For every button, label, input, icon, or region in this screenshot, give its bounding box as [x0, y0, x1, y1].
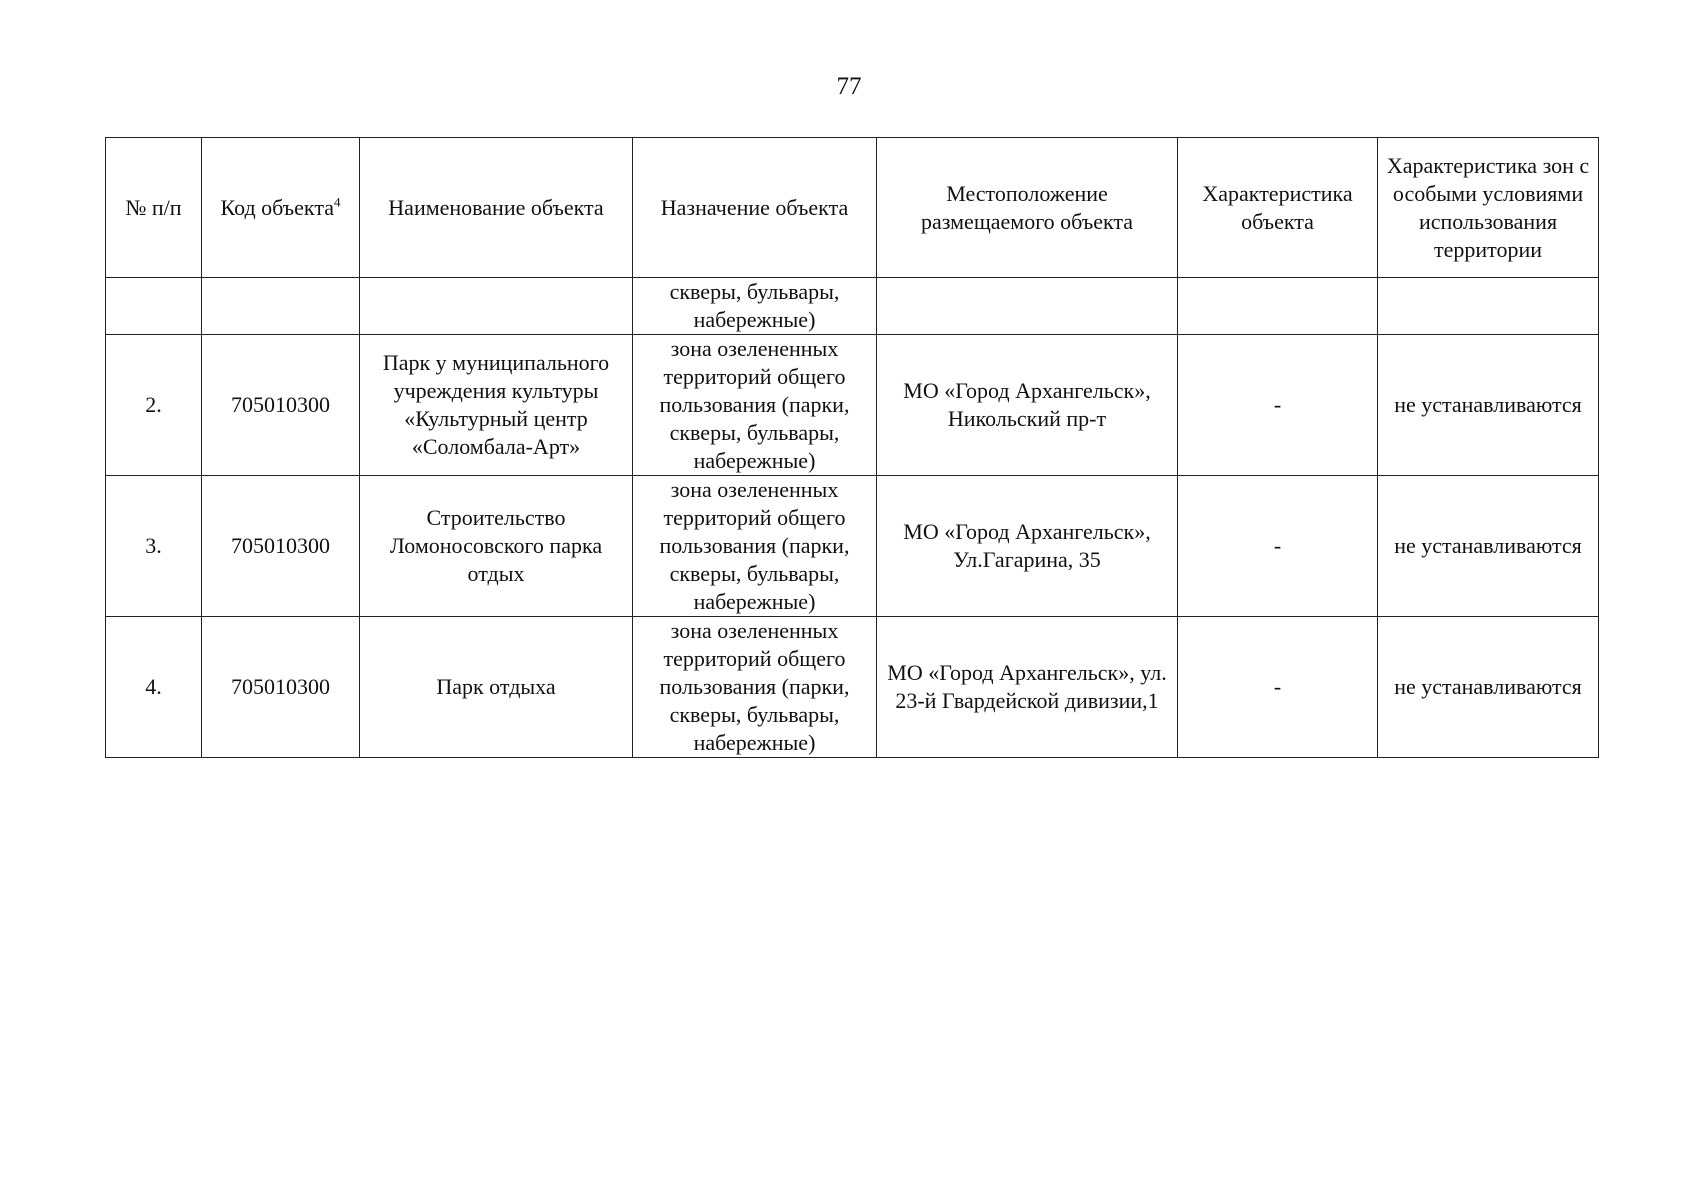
cell-location: МО «Город Архангельск», Никольский пр-т: [877, 335, 1178, 476]
cell-code: 705010300: [202, 335, 360, 476]
cell-name: Парк отдыха: [360, 617, 633, 758]
cell-num: 4.: [106, 617, 202, 758]
cell-code: [202, 278, 360, 335]
table-header: [106, 138, 1599, 278]
cell-zones: не устанавливаются: [1378, 617, 1599, 758]
header-row: [106, 138, 1599, 278]
cell-num: 3.: [106, 476, 202, 617]
header-code: [202, 138, 360, 278]
cell-purpose: зона озелененных территорий общего пользования (парки, скверы, бульвары, набережные): [633, 617, 877, 758]
table-row: [106, 335, 1599, 476]
cell-purpose: зона озелененных территорий общего пользования (парки, скверы, бульвары, набережные): [633, 335, 877, 476]
cell-code: 705010300: [202, 476, 360, 617]
cell-characteristic: -: [1178, 617, 1378, 758]
cell-code: 705010300: [202, 617, 360, 758]
objects-table: [105, 137, 1599, 758]
cell-purpose: зона озелененных территорий общего пользования (парки, скверы, бульвары, набережные): [633, 476, 877, 617]
table-row-continuation: [106, 278, 1599, 335]
page-number: 77: [836, 73, 862, 100]
table-body: [106, 278, 1599, 758]
header-name: Наименование объекта: [360, 138, 633, 278]
cell-characteristic: -: [1178, 476, 1378, 617]
cell-characteristic: [1178, 278, 1378, 335]
cell-zones: не устанавливаются: [1378, 476, 1599, 617]
cell-purpose: скверы, бульвары, набережные): [633, 278, 877, 335]
header-code-footnote: 4: [333, 194, 341, 210]
header-zones: Характеристика зон с особыми условиями использования территории: [1378, 138, 1599, 278]
cell-name: [360, 278, 633, 335]
cell-location: [877, 278, 1178, 335]
header-num: № п/п: [106, 138, 202, 278]
cell-name: Парк у муниципального учреждения культуры «Культурный центр «Соломбала-Арт»: [360, 335, 633, 476]
cell-characteristic: -: [1178, 335, 1378, 476]
header-purpose: Назначение объекта: [633, 138, 877, 278]
cell-location: МО «Город Архангельск», Ул.Гагарина, 35: [877, 476, 1178, 617]
cell-location: МО «Город Архангельск», ул. 23-й Гвардейской дивизии,1: [877, 617, 1178, 758]
cell-zones: [1378, 278, 1599, 335]
cell-zones: не устанавливаются: [1378, 335, 1599, 476]
cell-num: [106, 278, 202, 335]
header-code-label: Код объекта: [220, 194, 334, 220]
cell-num: 2.: [106, 335, 202, 476]
header-location: Местоположение размещаемого объекта: [877, 138, 1178, 278]
table-row: [106, 476, 1599, 617]
header-characteristic: Характеристика объекта: [1178, 138, 1378, 278]
table-row: [106, 617, 1599, 758]
cell-name: Строительство Ломоносовского парка отдых: [360, 476, 633, 617]
